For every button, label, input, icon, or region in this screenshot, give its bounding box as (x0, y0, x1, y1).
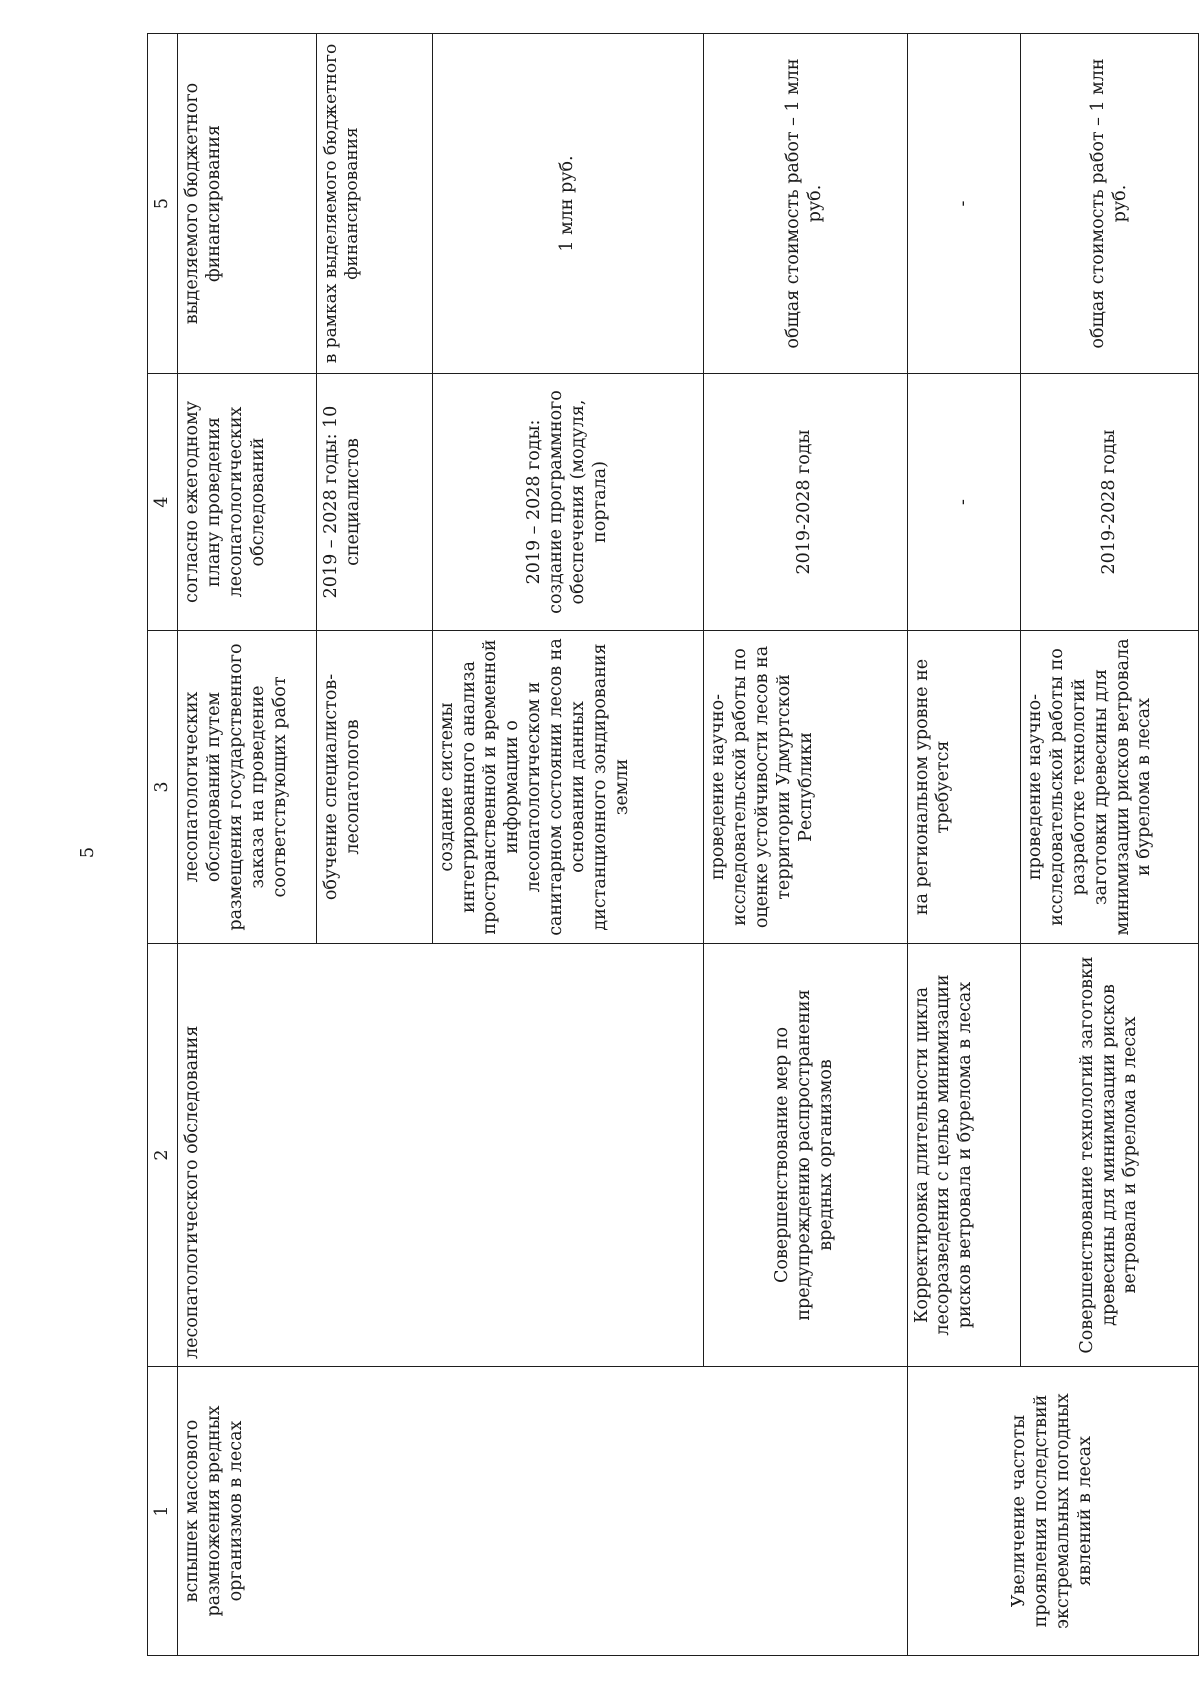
funding-cell: в рамках выделяемого бюджетного финансирования (317, 34, 433, 374)
action-cell: лесопатологических обследований путем размещения государственного заказа на проведение соответствующих работ (178, 631, 317, 944)
risk-cell: Увеличение частоты проявления последствий экстремальных погодных явлений в лесах (907, 1367, 1198, 1656)
funding-cell: - (907, 34, 1020, 374)
header-cell: 4 (148, 374, 178, 631)
action-cell: на региональном уровне не требуется (907, 631, 1020, 944)
header-cell: 2 (148, 944, 178, 1367)
timing-cell: - (907, 374, 1020, 631)
timing-cell: 2019 – 2028 годы: создание программного обеспечения (модуля, портала) (432, 374, 703, 631)
table-row (907, 34, 1020, 1656)
measure-cell: лесопатологического обследования (178, 944, 704, 1367)
action-cell: проведение научно-исследовательской работы по оценке устойчивости лесов на территории Удмуртской Республики (704, 631, 908, 944)
timing-cell: 2019 – 2028 годы: 10 специалистов (317, 374, 433, 631)
page-number: 5 (77, 846, 99, 859)
funding-cell: выделяемого бюджетного финансирования (178, 34, 317, 374)
funding-cell: общая стоимость работ – 1 млн руб. (1021, 34, 1199, 374)
timing-cell: 2019-2028 годы (704, 374, 908, 631)
measure-cell: Совершенствование мер по предупреждению распространения вредных организмов (704, 944, 908, 1367)
header-cell: 3 (148, 631, 178, 944)
timing-cell: 2019-2028 годы (1021, 374, 1199, 631)
measure-cell: Совершенствование технологий заготовки древесины для минимизации рисков ветровала и бурелома в лесах (1021, 944, 1199, 1367)
table-row (178, 34, 317, 1656)
funding-cell: общая стоимость работ – 1 млн руб. (704, 34, 908, 374)
action-cell: проведение научно-исследовательской работы по разработке технологий заготовки древесины для минимизации рисков ветровала и бурелома в лесах (1021, 631, 1199, 944)
action-cell: обучение специалистов-лесопатологов (317, 631, 433, 944)
table-header-row (148, 34, 178, 1656)
timing-cell: согласно ежегодному плану проведения лесопатологических обследований (178, 374, 317, 631)
risk-cell: вспышек массового размножения вредных организмов в лесах (178, 1367, 908, 1656)
measures-table (147, 33, 1199, 1656)
rotated-table-container (147, 34, 1199, 1656)
header-cell: 5 (148, 34, 178, 374)
measure-cell: Корректировка длительности цикла лесоразведения с целью минимизации рисков ветровала и бурелома в лесах (907, 944, 1020, 1367)
header-cell: 1 (148, 1367, 178, 1656)
action-cell: создание системы интегрированного анализа пространственной и временной информации о лесопатологическом и санитарном состоянии лесов на основании данных дистанционного зондирования земли (432, 631, 703, 944)
funding-cell: 1 млн руб. (432, 34, 703, 374)
